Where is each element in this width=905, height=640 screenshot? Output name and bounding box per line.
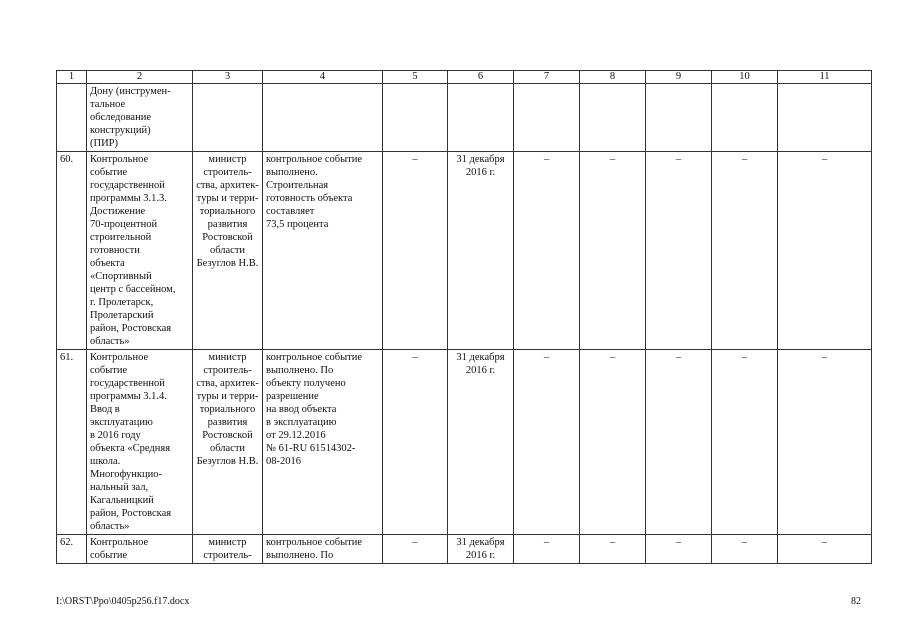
date-cell: 31 декабря 2016 г. — [448, 535, 514, 564]
date-cell: 31 декабря 2016 г. — [448, 350, 514, 535]
row-number-cell: 62. — [57, 535, 87, 564]
row-number-cell: 60. — [57, 152, 87, 350]
empty-cell — [448, 84, 514, 152]
page-number: 82 — [851, 596, 861, 607]
footer-file-path: I:\ORST\Ppo\0405p256.f17.docx — [56, 596, 190, 607]
header-cell: 2 — [87, 71, 193, 84]
value-cell: – — [712, 152, 778, 350]
value-cell: – — [383, 535, 448, 564]
date-cell: 31 декабря 2016 г. — [448, 152, 514, 350]
event-name-cell: Контрольное событие — [87, 535, 193, 564]
report-table — [56, 70, 872, 564]
header-cell: 11 — [778, 71, 872, 84]
responsible-cell: министр строитель- ства, архитек- туры и терри- ториального развития Ростовской области Безуглов Н.В. — [193, 152, 263, 350]
row-number-cell: 61. — [57, 350, 87, 535]
result-cell: контрольное событие выполнено. По — [263, 535, 383, 564]
value-cell: – — [580, 535, 646, 564]
value-cell: – — [580, 152, 646, 350]
value-cell: – — [514, 350, 580, 535]
header-cell: 7 — [514, 71, 580, 84]
value-cell: – — [383, 350, 448, 535]
header-cell: 10 — [712, 71, 778, 84]
event-name-cell: Дону (инструмен- тальное обследование конструкций) (ПИР) — [87, 84, 193, 152]
continuation-row — [57, 84, 872, 152]
table-row — [57, 535, 872, 564]
value-cell: – — [778, 152, 872, 350]
value-cell: – — [778, 350, 872, 535]
empty-cell — [263, 84, 383, 152]
empty-cell — [193, 84, 263, 152]
empty-cell — [712, 84, 778, 152]
header-cell: 3 — [193, 71, 263, 84]
value-cell: – — [514, 152, 580, 350]
empty-cell — [514, 84, 580, 152]
empty-cell — [580, 84, 646, 152]
responsible-cell: министр строитель- — [193, 535, 263, 564]
responsible-cell: министр строитель- ства, архитек- туры и терри- ториального развития Ростовской области Безуглов Н.В. — [193, 350, 263, 535]
header-cell: 4 — [263, 71, 383, 84]
event-name-cell: Контрольное событие государственной программы 3.1.3. Достижение 70-процентной строительной готовности объекта «Спортивный центр с бассейном, г. Пролетарск, Пролетарский район, Ростовская область» — [87, 152, 193, 350]
event-name-cell: Контрольное событие государственной программы 3.1.4. Ввод в эксплуатацию в 2016 году объекта «Средняя школа. Многофункцио- нальный зал, Кагальницкий район, Ростовская область» — [87, 350, 193, 535]
value-cell: – — [646, 152, 712, 350]
header-cell: 1 — [57, 71, 87, 84]
value-cell: – — [646, 535, 712, 564]
header-cell: 9 — [646, 71, 712, 84]
table-row — [57, 350, 872, 535]
value-cell: – — [712, 350, 778, 535]
empty-cell — [383, 84, 448, 152]
header-cell: 6 — [448, 71, 514, 84]
value-cell: – — [646, 350, 712, 535]
value-cell: – — [514, 535, 580, 564]
value-cell: – — [778, 535, 872, 564]
result-cell: контрольное событие выполнено. По объекту получено разрешение на ввод объекта в эксплуатацию от 29.12.2016 № 61-RU 61514302- 08-2016 — [263, 350, 383, 535]
value-cell: – — [383, 152, 448, 350]
header-cell: 5 — [383, 71, 448, 84]
result-cell: контрольное событие выполнено. Строительная готовность объекта составляет 73,5 процента — [263, 152, 383, 350]
row-number-cell — [57, 84, 87, 152]
value-cell: – — [580, 350, 646, 535]
value-cell: – — [712, 535, 778, 564]
empty-cell — [646, 84, 712, 152]
table-row — [57, 152, 872, 350]
header-row — [57, 71, 872, 84]
empty-cell — [778, 84, 872, 152]
header-cell: 8 — [580, 71, 646, 84]
